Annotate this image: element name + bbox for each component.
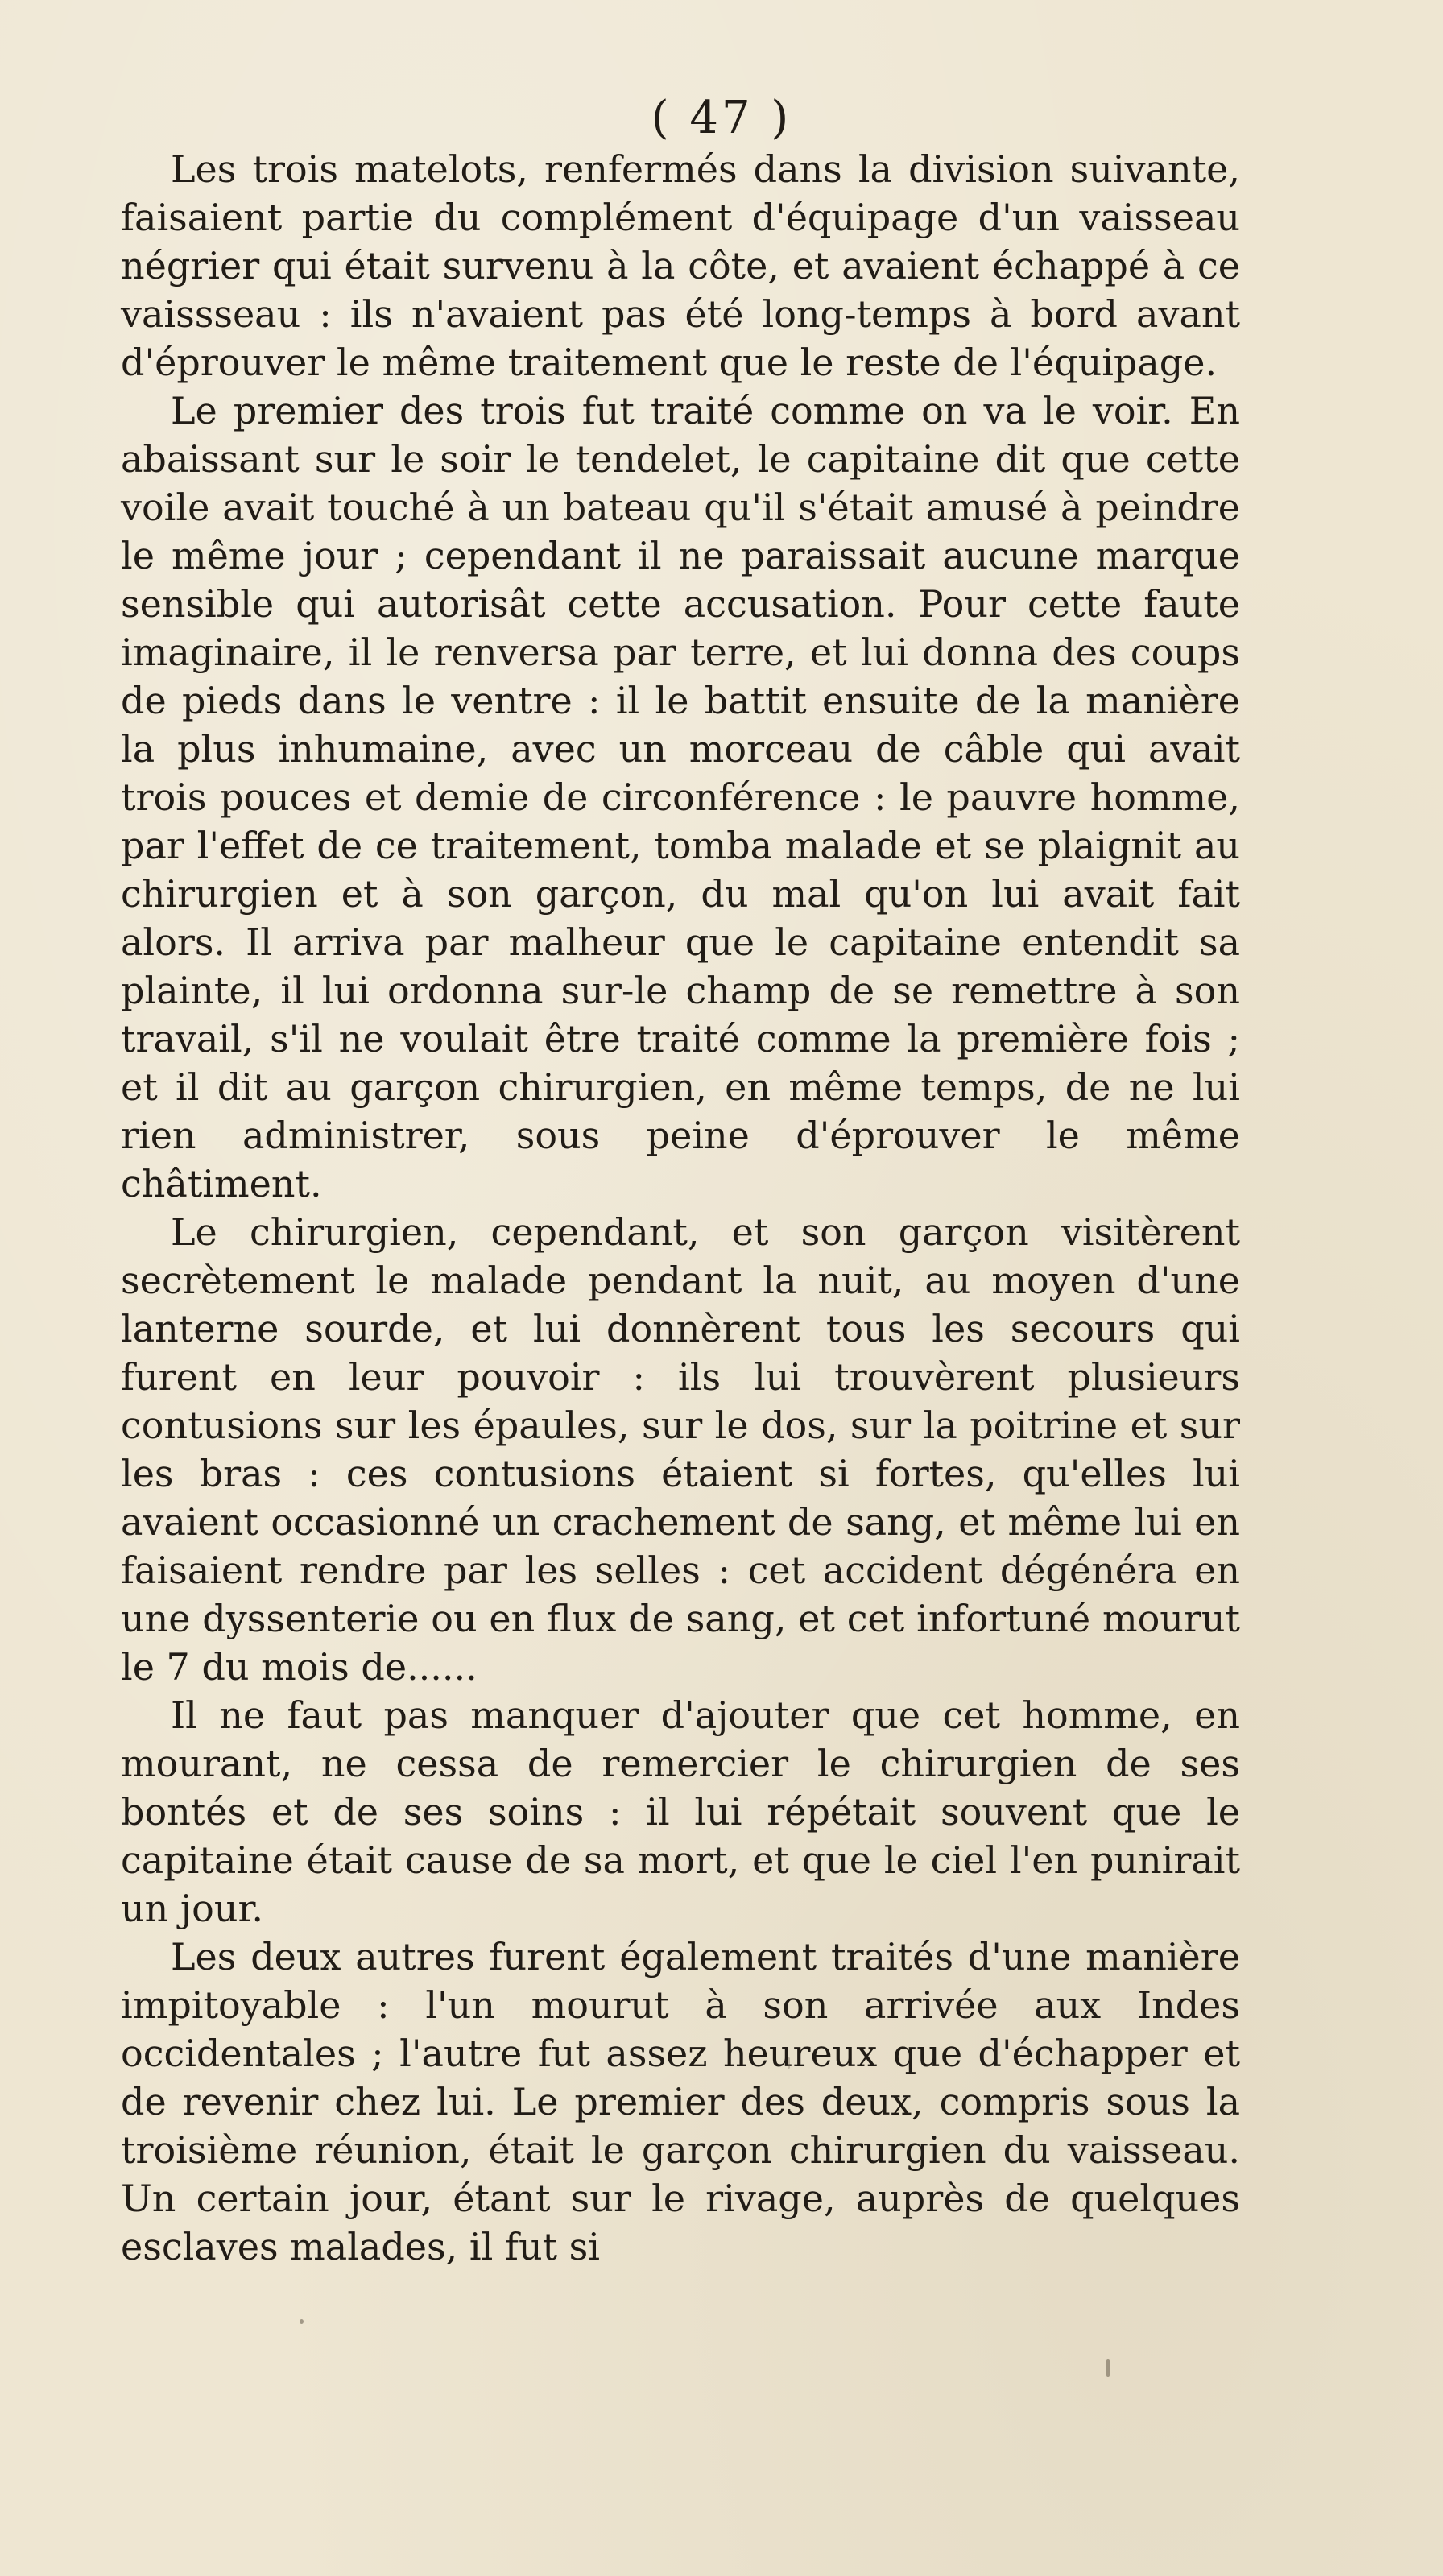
paragraph-2: Le premier des trois fut traité comme on va le voir. En abaissant sur le soir le tendelet, le capitaine dit que cette voile avait touché à un bateau qu'il s'était amusé à peindre le même jour ; cependant il ne paraissait aucune marque sensible qui autorisât cette accusation. Pour cette faute imaginaire, il le renversa par terre, et lui donna des coups de pieds dans le ventre : il le battit ensuite de la manière la plus inhumaine, avec un morceau de câble qui avait trois pouces et demie de circonférence : le pauvre homme, par l'effet de ce traitement, tomba malade et se plaignit au chirurgien et à son garçon, du mal qu'on lui avait fait alors. Il arriva par malheur que le capitaine entendit sa plainte, il lui ordonna sur-le champ de se remettre à son travail, s'il ne voulait être traité comme la première fois ; et il dit au garçon chirurgien, en même temps, de ne lui rien administrer, sous peine d'éprouver le même châtiment. (121, 389, 1240, 1205)
paragraph-4: Il ne faut pas manquer d'ajouter que cet homme, en mourant, ne cessa de remercier le chirurgien de ses bontés et de ses soins : il lui répétait souvent que le capitaine était cause de sa mort, et que le ciel l'en punirait un jour. (121, 1693, 1240, 1930)
page-number: ( 47 ) (651, 92, 792, 144)
paper-speck (788, 2057, 790, 2069)
paper-speck (300, 2319, 304, 2324)
paragraph-5: Les deux autres furent également traités d'une manière impitoyable : l'un mourut à son arrivée aux Indes occidentales ; l'autre fut assez heureux que d'échapper et de revenir chez lui. Le premier des deux, compris sous la troisième réunion, était le garçon chirurgien du vaisseau. Un certain jour, étant sur le rivage, auprès de quelques esclaves malades, il fut si (121, 1935, 1240, 2268)
paragraph-3: Le chirurgien, cependant, et son garçon visitèrent secrètement le malade pendant la nuit, au moyen d'une lanterne sourde, et lui donnèrent tous les secours qui furent en leur pouvoir : ils lui trouvèrent plusieurs contusions sur les épaules, sur le dos, sur la poitrine et sur les bras : ces contusions étaient si fortes, qu'elles lui avaient occasionné un crachement de sang, et même lui en faisaient rendre par les selles : cet accident dégénéra en une dyssenterie ou en flux de sang, et cet infortuné mourut le 7 du mois de...... (121, 1210, 1240, 1689)
paragraph-1: Les trois matelots, renfermés dans la division suivante, faisaient partie du complément d'équipage d'un vaisseau négrier qui était survenu à la côte, et avaient échappé à ce vaissseau : ils n'avaient pas été long-temps à bord avant d'éprouver le même traitement que le reste de l'équipage. (121, 147, 1240, 384)
body-text (121, 145, 1240, 2271)
paper-speck (1106, 2359, 1110, 2377)
